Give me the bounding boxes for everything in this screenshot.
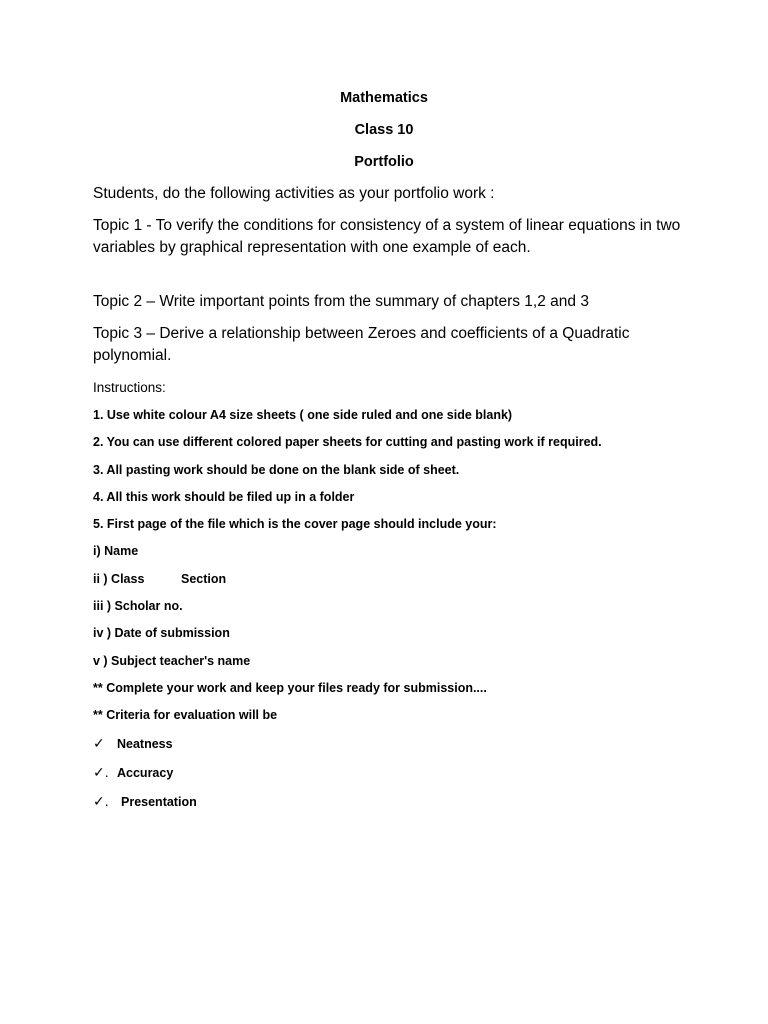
instruction-item: 4. All this work should be filed up in a folder xyxy=(93,489,355,504)
criteria-note: ** Criteria for evaluation will be xyxy=(93,708,278,723)
cover-item-name: i) Name xyxy=(93,544,139,559)
criteria-item xyxy=(93,735,197,764)
cover-item-class-section xyxy=(93,571,602,598)
instructions-heading: Instructions: xyxy=(93,380,166,395)
subject-heading: Mathematics xyxy=(340,90,428,106)
cover-item-date: iv ) Date of submission xyxy=(93,626,230,641)
instruction-item: 2. You can use different colored paper sheets for cutting and pasting work if required. xyxy=(93,435,602,450)
cover-item-section: Section xyxy=(181,571,227,586)
check-mark-icon: ✓ xyxy=(93,735,105,751)
check-mark-icon: ✓. xyxy=(93,764,109,780)
instruction-item: 1. Use white colour A4 size sheets ( one side ruled and one side blank) xyxy=(93,408,513,422)
criteria-item xyxy=(93,793,197,822)
class-heading: Class 10 xyxy=(354,122,414,138)
instructions-list xyxy=(93,407,602,735)
criteria-list xyxy=(93,735,197,822)
criteria-label: Neatness xyxy=(117,737,173,751)
check-mark-icon: ✓. xyxy=(93,793,109,809)
submission-note: ** Complete your work and keep your files ready for submission.... xyxy=(93,680,487,695)
portfolio-heading: Portfolio xyxy=(354,154,414,170)
cover-item-teacher: v ) Subject teacher's name xyxy=(93,653,251,668)
topic-1: Topic 1 - To verify the conditions for consistency of a system of linear equations in two variables by graphical representation with one example of each. xyxy=(93,217,681,256)
intro-text: Students, do the following activities as your portfolio work : xyxy=(93,185,495,202)
cover-item-class: ii ) Class xyxy=(93,571,145,586)
criteria-label: Accuracy xyxy=(117,766,174,780)
criteria-item xyxy=(93,764,197,793)
instruction-item: 3. All pasting work should be done on the blank side of sheet. xyxy=(93,462,460,477)
topic-3: Topic 3 – Derive a relationship between Zeroes and coefficients of a Quadratic polynomial. xyxy=(93,325,630,364)
instruction-item: 5. First page of the file which is the cover page should include your: xyxy=(93,517,497,532)
topic-2: Topic 2 – Write important points from the summary of chapters 1,2 and 3 xyxy=(93,293,589,310)
cover-item-scholar-no: iii ) Scholar no. xyxy=(93,599,183,614)
criteria-label: Presentation xyxy=(121,795,197,809)
